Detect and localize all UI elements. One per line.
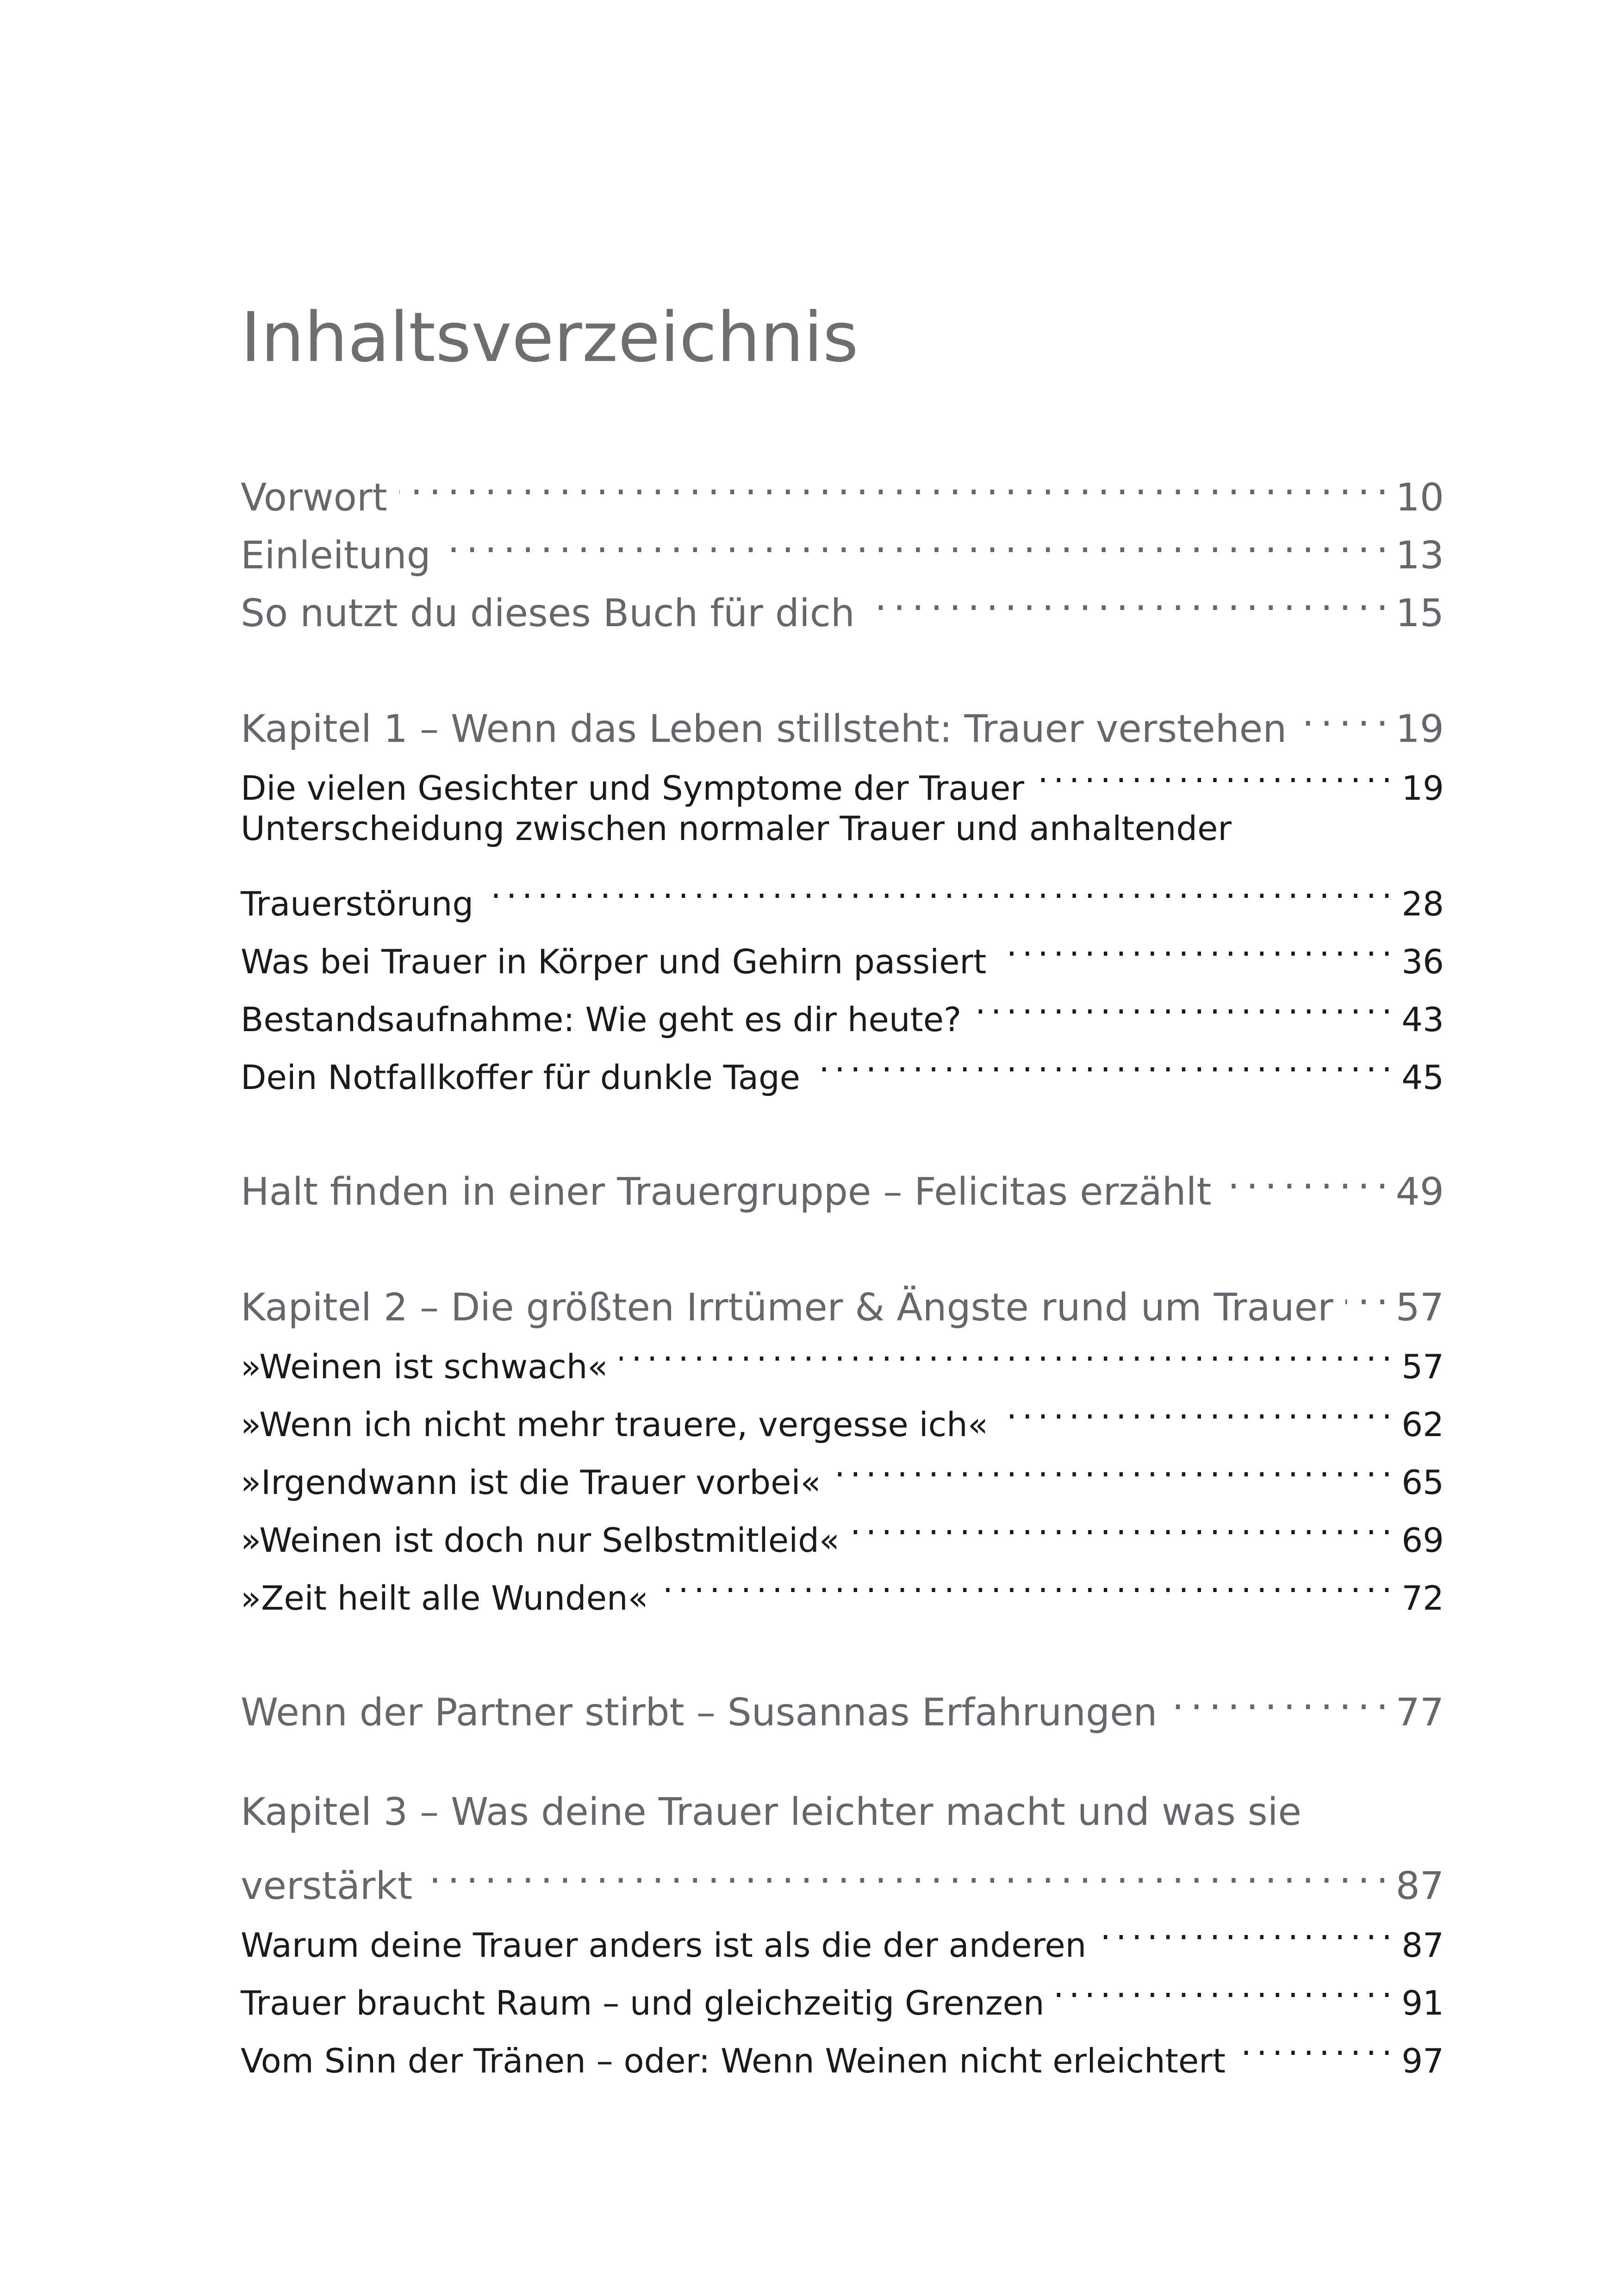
toc-entry[interactable] — [241, 1263, 1444, 1330]
dot-leader — [424, 1841, 1385, 1899]
toc-entry[interactable] — [241, 1957, 1444, 2022]
toc-entry-page-number: 87 — [1395, 1864, 1444, 1908]
toc-entry-label: Vorwort — [241, 476, 387, 520]
dot-leader — [867, 568, 1386, 626]
toc-entry[interactable] — [241, 1783, 1444, 1908]
dot-leader — [1170, 1668, 1386, 1725]
toc-entry-page-number: 13 — [1395, 534, 1444, 578]
dot-leader — [998, 915, 1389, 973]
toc-title: Inhaltsverzeichnis — [241, 298, 859, 378]
toc-entry-page-number: 62 — [1401, 1405, 1444, 1444]
toc-entry-label: »Zeit heilt alle Wunden« — [241, 1579, 648, 1618]
toc-entry-row — [241, 858, 1444, 923]
toc-entry-label: »Weinen ist doch nur Selbstmitleid« — [241, 1521, 840, 1560]
toc-entry-row — [241, 1899, 1444, 1965]
toc-entry-label: Was bei Trauer in Körper und Gehirn passiert — [241, 942, 987, 981]
toc-entry[interactable] — [241, 1668, 1444, 1735]
toc-entry-row — [241, 1378, 1444, 1444]
dot-leader — [812, 1031, 1389, 1089]
toc-entry-page-number: 28 — [1401, 884, 1444, 923]
toc-entry-row — [241, 742, 1444, 808]
toc-entry-row — [241, 1031, 1444, 1097]
toc-entry-row — [241, 1494, 1444, 1560]
toc-entry-row — [241, 973, 1444, 1039]
toc-entry-row — [241, 453, 1444, 520]
toc-entry-label: Halt finden in einer Trauergruppe – Felicitas erzählt — [241, 1170, 1212, 1214]
toc-entry[interactable] — [241, 973, 1444, 1039]
toc-entry-row — [241, 1552, 1444, 1618]
toc-entry-page-number: 77 — [1395, 1691, 1444, 1735]
toc-entry-label: Bestandsaufnahme: Wie geht es dir heute? — [241, 1000, 962, 1039]
toc-entry-row — [241, 1263, 1444, 1330]
toc-entry-row — [241, 1841, 1444, 1908]
dot-leader — [443, 510, 1386, 568]
toc-entry-page-number: 45 — [1401, 1058, 1444, 1097]
dot-leader — [399, 453, 1386, 510]
toc-entry-row — [241, 568, 1444, 635]
toc-entry[interactable] — [241, 1494, 1444, 1560]
toc-entry-page-number: 19 — [1401, 769, 1444, 808]
toc-entry-page-number: 72 — [1401, 1579, 1444, 1618]
dot-leader — [1224, 1147, 1386, 1205]
toc-entry-page-number: 91 — [1401, 1984, 1444, 2022]
toc-entry-label: Dein Notfallkoffer für dunkle Tage — [241, 1058, 800, 1097]
toc-entry[interactable] — [241, 1552, 1444, 1618]
dot-leader — [1057, 1957, 1389, 2015]
toc-entry-label: Vom Sinn der Tränen – oder: Wenn Weinen nicht erleichtert — [241, 2041, 1226, 2080]
toc-entry-page-number: 97 — [1401, 2041, 1444, 2080]
toc-entry-row — [241, 1668, 1444, 1735]
toc-entry-page-number: 57 — [1401, 1347, 1444, 1386]
toc-entry-label: Trauer braucht Raum – und gleichzeitig Grenzen — [241, 1984, 1045, 2022]
toc-entry-page-number: 15 — [1395, 591, 1444, 635]
dot-leader — [485, 858, 1389, 915]
toc-entry-row — [241, 510, 1444, 578]
dot-leader — [1238, 2015, 1389, 2072]
dot-leader — [1098, 1899, 1389, 1957]
toc-entry-row — [241, 1147, 1444, 1214]
toc-entry[interactable] — [241, 800, 1444, 923]
toc-entry-page-number: 10 — [1395, 476, 1444, 520]
toc-entry-label: »Weinen ist schwach« — [241, 1347, 608, 1386]
toc-list — [241, 453, 1444, 2080]
toc-entry-row — [241, 1436, 1444, 1502]
toc-entry[interactable] — [241, 1031, 1444, 1097]
toc-entry-label: »Wenn ich nicht mehr trauere, vergesse ich« — [241, 1405, 988, 1444]
toc-entry-label: »Irgendwann ist die Trauer vorbei« — [241, 1463, 821, 1502]
toc-entry-label: Warum deine Trauer anders ist als die der anderen — [241, 1926, 1087, 1965]
toc-entry[interactable] — [241, 510, 1444, 578]
dot-leader — [620, 1320, 1389, 1378]
dot-leader — [660, 1552, 1389, 1610]
dot-leader — [1299, 684, 1385, 742]
toc-entry[interactable] — [241, 453, 1444, 520]
toc-entry[interactable] — [241, 1436, 1444, 1502]
toc-entry[interactable] — [241, 568, 1444, 635]
toc-entry[interactable] — [241, 1320, 1444, 1386]
dot-leader — [1345, 1263, 1386, 1320]
toc-entry-page-number: 36 — [1401, 942, 1444, 981]
toc-entry-label: So nutzt du dieses Buch für dich — [241, 591, 855, 635]
toc-entry-label: Wenn der Partner stirbt – Susannas Erfahrungen — [241, 1691, 1157, 1735]
toc-entry[interactable] — [241, 915, 1444, 981]
toc-entry[interactable] — [241, 1378, 1444, 1444]
toc-entry[interactable] — [241, 684, 1444, 751]
toc-entry[interactable] — [241, 1899, 1444, 1965]
toc-entry[interactable] — [241, 742, 1444, 808]
toc-entry-row — [241, 2015, 1444, 2080]
toc-entry-page-number: 19 — [1395, 707, 1444, 751]
dot-leader — [1036, 742, 1389, 800]
toc-entry[interactable] — [241, 2015, 1444, 2080]
toc-entry-row — [241, 1320, 1444, 1386]
toc-entry-label: Die vielen Gesichter und Symptome der Trauer — [241, 769, 1024, 808]
toc-entry-label-line1: Unterscheidung zwischen normaler Trauer und anhaltender — [241, 809, 1232, 848]
dot-leader — [852, 1494, 1389, 1552]
toc-entry-page-number: 43 — [1401, 1000, 1444, 1039]
toc-entry[interactable] — [241, 1147, 1444, 1214]
toc-entry-label: Kapitel 1 – Wenn das Leben stillsteht: Trauer verstehen — [241, 707, 1287, 751]
toc-entry-label: Kapitel 2 – Die größten Irrtümer & Ängste rund um Trauer — [241, 1286, 1333, 1330]
toc-entry-label: Trauerstörung — [241, 884, 474, 923]
toc-entry-label: verstärkt — [241, 1864, 413, 1908]
dot-leader — [833, 1436, 1390, 1494]
toc-entry-page-number: 65 — [1401, 1463, 1444, 1502]
toc-entry-row — [241, 915, 1444, 981]
dot-leader — [1000, 1378, 1389, 1436]
dot-leader — [973, 973, 1389, 1031]
toc-entry-page-number: 57 — [1395, 1286, 1444, 1330]
toc-entry-page-number: 49 — [1395, 1170, 1444, 1214]
toc-entry-label: Einleitung — [241, 534, 431, 578]
toc-entry-row — [241, 684, 1444, 751]
toc-entry-page-number: 87 — [1401, 1926, 1444, 1965]
toc-entry-page-number: 69 — [1401, 1521, 1444, 1560]
toc-entry-row — [241, 1957, 1444, 2022]
toc-entry-label-line1: Kapitel 3 – Was deine Trauer leichter macht und was sie — [241, 1790, 1301, 1834]
